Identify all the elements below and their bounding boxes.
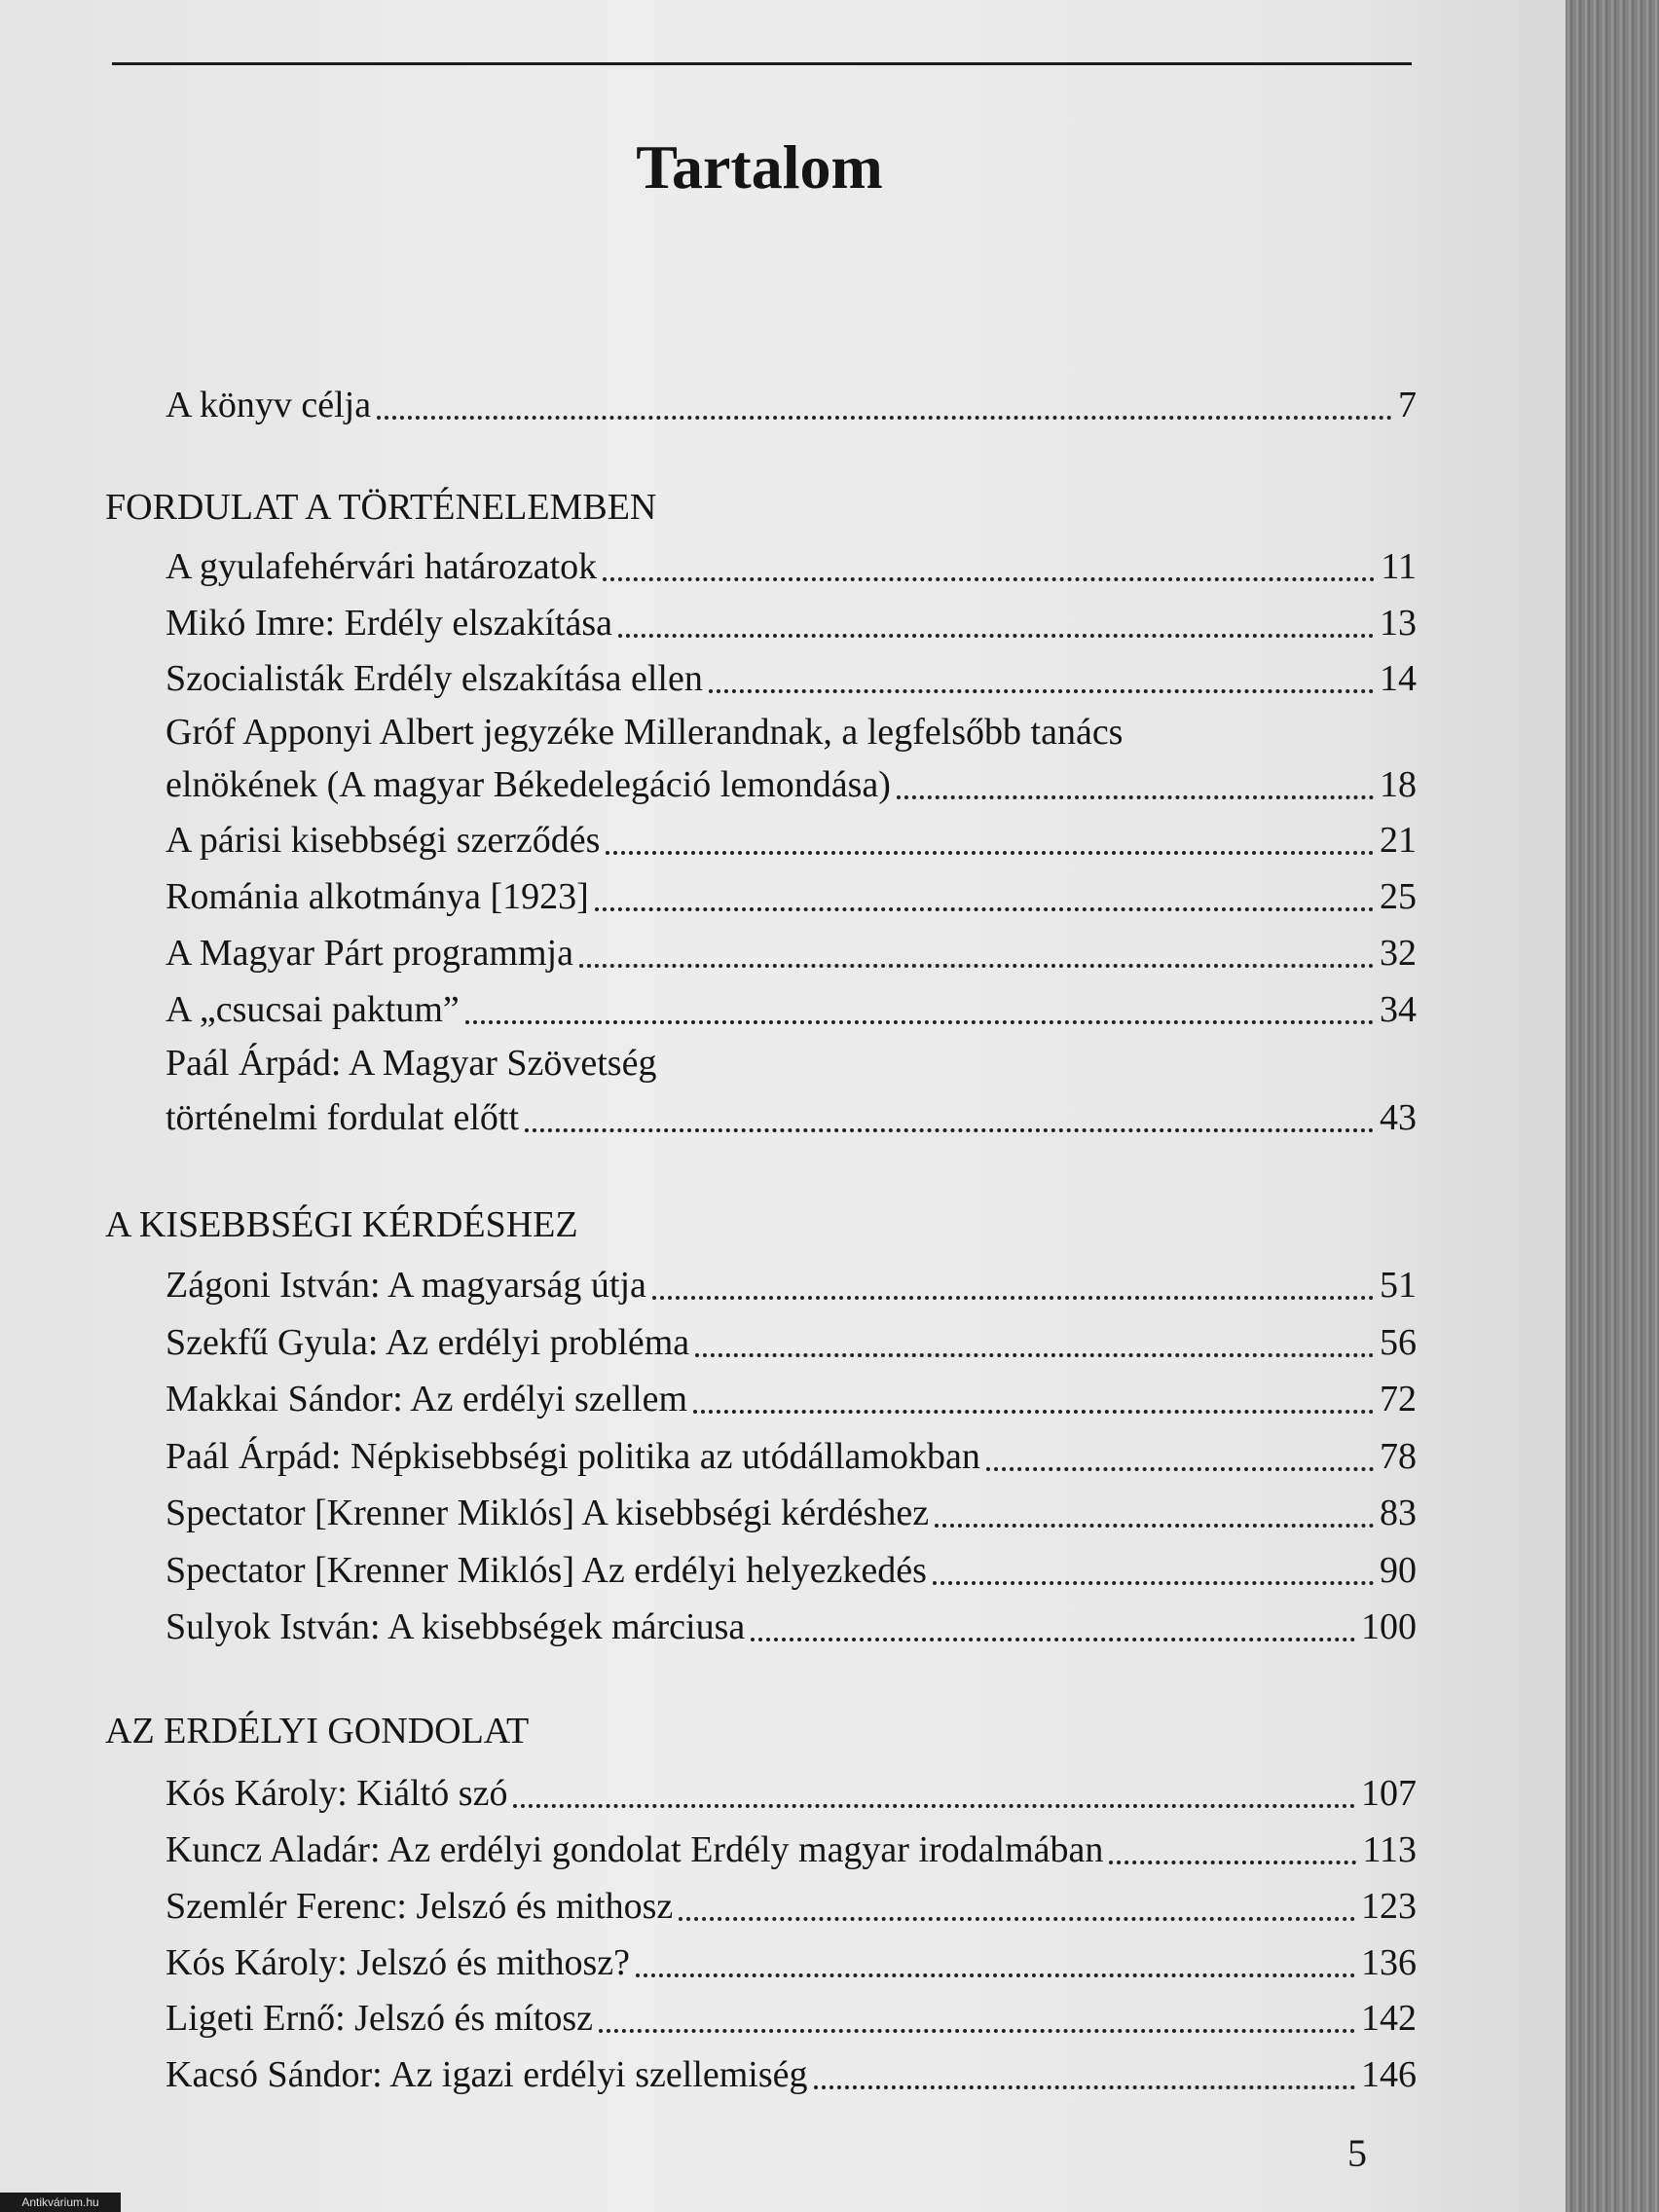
toc-leader-dots: [599, 2028, 1355, 2033]
toc-leader-dots: [814, 2084, 1355, 2089]
toc-leader-dots: [693, 1409, 1374, 1414]
toc-entry-page: 21: [1380, 820, 1417, 861]
toc-entry-page: 7: [1398, 385, 1417, 425]
toc-entry: [166, 1823, 1417, 1873]
toc-entry: [166, 2047, 1417, 2098]
toc-entry-title: Kós Károly: Kiáltó szó: [166, 1773, 508, 1814]
toc-leader-dots: [525, 1127, 1374, 1132]
toc-leader-dots: [679, 1916, 1355, 1921]
toc-entry: [166, 596, 1417, 646]
toc-leader-dots: [1109, 1860, 1356, 1864]
toc-entry-title: A könyv célja: [166, 385, 372, 425]
toc-leader-dots: [636, 1972, 1355, 1977]
toc-entry: [166, 1766, 1417, 1817]
toc-leader-dots: [933, 1580, 1374, 1585]
toc-entry: [166, 813, 1417, 864]
toc-leader-dots: [935, 1523, 1374, 1528]
toc-leader-dots: [595, 906, 1374, 911]
toc-entry-title: elnökének (A magyar Békedelegáció lemondása): [166, 764, 891, 805]
toc-entry-page: 78: [1380, 1436, 1417, 1477]
toc-entry: [166, 1600, 1417, 1650]
toc-entry-page: 83: [1380, 1493, 1417, 1533]
toc-entry: [166, 1090, 1417, 1141]
toc-entry-page: 13: [1380, 603, 1417, 644]
page-title: Tartalom: [636, 132, 883, 202]
toc-entry-page: 100: [1361, 1606, 1417, 1647]
toc-entry-title: A gyulafehérvári határozatok: [166, 546, 598, 587]
toc-entry-title: A Magyar Párt programmja: [166, 933, 573, 974]
toc-leader-dots: [751, 1637, 1355, 1641]
toc-entry-title: Szemlér Ferenc: Jelszó és mithosz: [166, 1886, 674, 1927]
toc-entry-page: 123: [1361, 1886, 1417, 1927]
toc-entry-title-line1: Paál Árpád: A Magyar Szövetség: [166, 1043, 657, 1084]
toc-leader-dots: [606, 850, 1374, 855]
toc-leader-dots: [603, 576, 1375, 581]
toc-entry-page: 146: [1361, 2054, 1417, 2095]
toc-entry: [166, 1936, 1417, 1986]
toc-entry-title: A párisi kisebbségi szerződés: [166, 820, 601, 861]
toc-leader-dots: [618, 633, 1374, 638]
toc-leader-dots: [579, 963, 1374, 968]
toc-entry-title: Szekfű Gyula: Az erdélyi probléma: [166, 1322, 690, 1363]
toc-entry-page: 56: [1380, 1322, 1417, 1363]
toc-entry: [166, 1429, 1417, 1480]
page-number: 5: [1347, 2131, 1367, 2175]
toc-entry-title: Makkai Sándor: Az erdélyi szellem: [166, 1379, 688, 1419]
toc-entry-page: 90: [1380, 1550, 1417, 1591]
toc-entry-title: Zágoni István: A magyarság útja: [166, 1265, 646, 1306]
toc-leader-dots: [695, 1352, 1374, 1357]
toc-entry: [166, 757, 1417, 808]
section-heading: A KISEBBSÉGI KÉRDÉSHEZ: [105, 1204, 578, 1245]
toc-entry-intro: [166, 378, 1417, 428]
toc-entry-title: Románia alkotmánya [1923]: [166, 876, 589, 917]
toc-leader-dots: [377, 415, 1392, 420]
toc-entry-page: 113: [1362, 1829, 1417, 1870]
top-rule: [112, 62, 1412, 65]
section-heading: FORDULAT A TÖRTÉNELEMBEN: [105, 487, 657, 528]
toc-entry-page: 34: [1380, 989, 1417, 1030]
toc-entry-page: 32: [1380, 933, 1417, 974]
toc-entry-page: 18: [1380, 764, 1417, 805]
toc-entry: [166, 982, 1417, 1033]
toc-entry-title: történelmi fordulat előtt: [166, 1097, 520, 1138]
toc-entry-title: Ligeti Ernő: Jelszó és mítosz: [166, 1998, 594, 2039]
toc-entry-page: 43: [1380, 1097, 1417, 1138]
toc-entry-title: A „csucsai paktum”: [166, 989, 460, 1030]
toc-leader-dots: [465, 1019, 1374, 1024]
toc-entry-title-line1: Gróf Apponyi Albert jegyzéke Millerandnak, a legfelsőbb tanács: [166, 712, 1124, 753]
toc-entry-title: Szocialisták Erdély elszakítása ellen: [166, 658, 703, 699]
watermark: Antikvárium.hu: [0, 2193, 121, 2212]
toc-entry-title: Kós Károly: Jelszó és mithosz?: [166, 1942, 631, 1983]
toc-entry-title: Spectator [Krenner Miklós] Az erdélyi helyezkedés: [166, 1550, 927, 1591]
toc-leader-dots: [709, 688, 1374, 693]
toc-entry: [166, 869, 1417, 920]
toc-entry-title: Kuncz Aladár: Az erdélyi gondolat Erdély magyar irodalmában: [166, 1829, 1104, 1870]
section-heading: AZ ERDÉLYI GONDOLAT: [105, 1711, 530, 1751]
toc-entry: [166, 539, 1417, 590]
toc-leader-dots: [513, 1803, 1355, 1808]
toc-entry-page: 72: [1380, 1379, 1417, 1419]
toc-entry: [166, 926, 1417, 977]
toc-entry-page: 25: [1380, 876, 1417, 917]
book-page-edges: [1566, 0, 1659, 2212]
toc-entry-page: 14: [1380, 658, 1417, 699]
toc-entry-page: 11: [1381, 546, 1417, 587]
toc-entry: [166, 651, 1417, 702]
toc-entry-page: 136: [1361, 1942, 1417, 1983]
toc-entry-title: Paál Árpád: Népkisebbségi politika az utódállamokban: [166, 1436, 980, 1477]
toc-entry-page: 107: [1361, 1773, 1417, 1814]
toc-entry: [166, 1315, 1417, 1366]
toc-entry: [166, 1543, 1417, 1594]
toc-entry: [166, 1486, 1417, 1536]
toc-entry-page: 142: [1361, 1998, 1417, 2039]
toc-entry: [166, 1991, 1417, 2042]
toc-entry: [166, 1372, 1417, 1422]
toc-leader-dots: [652, 1295, 1374, 1300]
toc-entry-title: Spectator [Krenner Miklós] A kisebbségi kérdéshez: [166, 1493, 930, 1533]
toc-entry: [166, 1879, 1417, 1930]
toc-entry-page: 51: [1380, 1265, 1417, 1306]
toc-leader-dots: [897, 794, 1374, 799]
toc-entry: [166, 1258, 1417, 1309]
toc-leader-dots: [986, 1466, 1374, 1471]
toc-entry-title: Mikó Imre: Erdély elszakítása: [166, 603, 613, 644]
toc-entry-title: Kacsó Sándor: Az igazi erdélyi szellemiség: [166, 2054, 808, 2095]
toc-entry-title: Sulyok István: A kisebbségek márciusa: [166, 1606, 746, 1647]
